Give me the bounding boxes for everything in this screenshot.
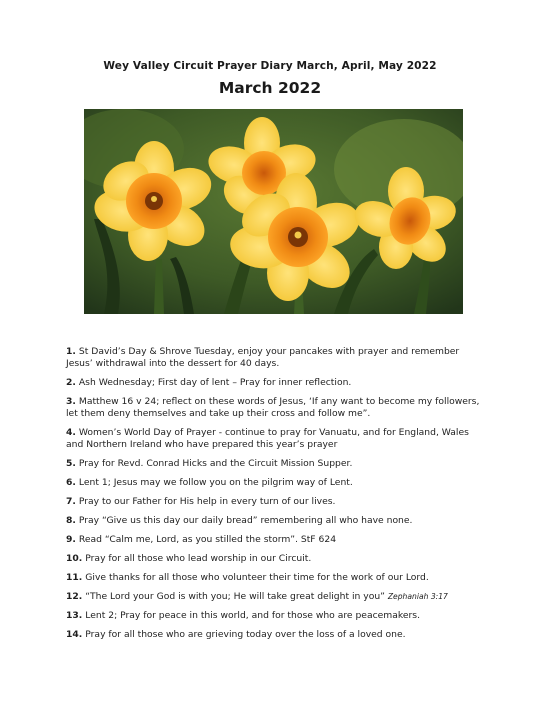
- entry-number: 1.: [66, 346, 76, 357]
- entry-text: Pray for Revd. Conrad Hicks and the Circuit Mission Supper.: [78, 458, 353, 469]
- entry-text: Read “Calm me, Lord, as you stilled the storm”. StF 624: [78, 534, 337, 545]
- entry-number: 9.: [66, 534, 76, 545]
- entry-text: Matthew 16 v 24; reflect on these words of Jesus, ‘If any want to become my followers, let them deny themselves and take up their cross and follow me”.: [66, 396, 480, 419]
- entry-number: 6.: [66, 477, 76, 488]
- entry-text: Lent 1; Jesus may we follow you on the pilgrim way of Lent.: [78, 477, 353, 488]
- prayer-entry: [66, 396, 486, 420]
- entry-text: Give thanks for all those who volunteer their time for the work of our Lord.: [85, 572, 429, 583]
- entry-number: 10.: [66, 553, 83, 564]
- month-heading: March 2022: [218, 79, 322, 97]
- entry-text: Lent 2; Pray for peace in this world, and for those who are peacemakers.: [85, 610, 421, 621]
- entry-text: Ash Wednesday; First day of lent – Pray for inner reflection.: [78, 377, 352, 388]
- entry-text: Women’s World Day of Prayer - continue to pray for Vanuatu, and for England, Wales and Northern Ireland who have prepared this year’s prayer: [66, 427, 469, 450]
- entry-text: Pray to our Father for His help in every turn of our lives.: [78, 496, 336, 507]
- entry-number: 11.: [66, 572, 83, 583]
- document-title: Wey Valley Circuit Prayer Diary March, April, May 2022: [103, 60, 437, 72]
- scripture-reference: Zephaniah 3:17: [387, 592, 448, 601]
- entry-number: 14.: [66, 629, 83, 640]
- prayer-entry: [66, 591, 486, 603]
- entry-number: 2.: [66, 377, 76, 388]
- entry-number: 5.: [66, 458, 76, 469]
- prayer-entry: [66, 515, 486, 527]
- entry-number: 8.: [66, 515, 76, 526]
- daffodil-photo: [84, 109, 463, 314]
- prayer-entry: [66, 477, 486, 489]
- prayer-entry: [66, 534, 486, 546]
- entry-text: Pray “Give us this day our daily bread” remembering all who have none.: [78, 515, 413, 526]
- entry-number: 4.: [66, 427, 76, 438]
- entry-number: 3.: [66, 396, 76, 407]
- entry-text: Pray for all those who lead worship in our Circuit.: [85, 553, 312, 564]
- prayer-entry: [66, 377, 486, 389]
- entry-number: 13.: [66, 610, 83, 621]
- daffodil-illustration: [84, 109, 463, 314]
- prayer-entry: [66, 610, 486, 622]
- entry-number: 7.: [66, 496, 76, 507]
- entry-text: Pray for all those who are grieving today over the loss of a loved one.: [85, 629, 406, 640]
- prayer-entry: [66, 346, 486, 370]
- entry-text: St David’s Day & Shrove Tuesday, enjoy your pancakes with prayer and remember Jesus’ withdrawal into the dessert for 40 days.: [66, 346, 460, 369]
- prayer-entry-list: [66, 346, 486, 648]
- prayer-entry: [66, 458, 486, 470]
- prayer-entry: [66, 427, 486, 451]
- entry-text: “The Lord your God is with you; He will take great delight in you”: [85, 591, 385, 602]
- prayer-entry: [66, 572, 486, 584]
- prayer-entry: [66, 496, 486, 508]
- prayer-entry: [66, 553, 486, 565]
- prayer-entry: [66, 629, 486, 641]
- entry-number: 12.: [66, 591, 83, 602]
